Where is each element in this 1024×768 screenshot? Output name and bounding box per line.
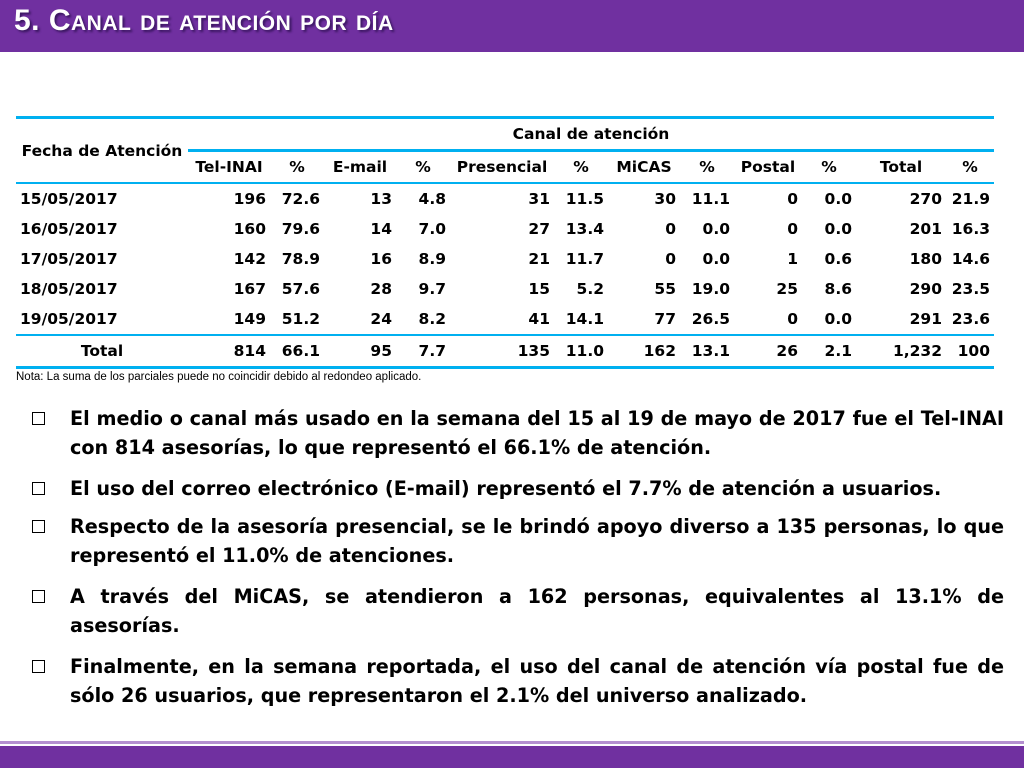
- cell: 25: [776, 280, 798, 298]
- cell: 57.6: [281, 280, 320, 298]
- cell: 135: [450, 335, 554, 368]
- bullet-item: [30, 582, 1004, 640]
- cell: 72.6: [281, 190, 320, 208]
- cell: 8.9: [418, 250, 446, 268]
- cell: 167: [233, 280, 266, 298]
- bullet-text: Respecto de la asesoría presencial, se le brindó apoyo diverso a 135 personas, lo que representó el 11.0% de atenciones.: [70, 515, 1004, 567]
- cell: 30: [654, 190, 676, 208]
- row-date: 17/05/2017: [20, 250, 118, 268]
- cell: 21.9: [951, 190, 990, 208]
- row-date: 18/05/2017: [20, 280, 118, 298]
- cell: 196: [233, 190, 266, 208]
- footer-accent-line: [0, 741, 1024, 744]
- cell: 66.1: [270, 335, 324, 368]
- col-header: Presencial: [450, 151, 554, 184]
- cell: 8.2: [396, 304, 450, 335]
- checkbox-bullet-icon: [32, 660, 45, 673]
- col-header: E-mail: [324, 151, 396, 184]
- col-header: %: [680, 151, 734, 184]
- cell: 13.1: [680, 335, 734, 368]
- cell: 142: [233, 250, 266, 268]
- cell: 290: [909, 280, 942, 298]
- cell: 149: [188, 304, 270, 335]
- cell: 201: [909, 220, 942, 238]
- cell: 23.6: [946, 304, 994, 335]
- bullet-item: [30, 652, 1004, 710]
- col-header: %: [554, 151, 608, 184]
- col-header: Postal: [734, 151, 802, 184]
- cell: 14: [370, 220, 392, 238]
- cell: 1,232: [856, 335, 946, 368]
- checkbox-bullet-icon: [32, 590, 45, 603]
- cell: 31: [528, 190, 550, 208]
- cell: 77: [608, 304, 680, 335]
- bullet-list: [30, 404, 1004, 722]
- bullet-item: [30, 512, 1004, 570]
- cell: 19.0: [691, 280, 730, 298]
- cell: 15: [528, 280, 550, 298]
- total-label: Total: [16, 335, 188, 368]
- bullet-item: [30, 404, 1004, 462]
- table-note: Nota: La suma de los parciales puede no coincidir debido al redondeo aplicado.: [16, 371, 422, 383]
- col-header: %: [802, 151, 856, 184]
- cell: 0: [665, 220, 676, 238]
- cell: 13: [370, 190, 392, 208]
- cell: 11.0: [554, 335, 608, 368]
- table-row: [16, 244, 994, 274]
- cell: 0: [734, 304, 802, 335]
- cell: 291: [856, 304, 946, 335]
- cell: 27: [528, 220, 550, 238]
- cell: 100: [946, 335, 994, 368]
- cell: 7.0: [418, 220, 446, 238]
- cell: 0: [665, 250, 676, 268]
- cell: 162: [608, 335, 680, 368]
- cell: 11.1: [691, 190, 730, 208]
- row-header-date: Fecha de Atención: [16, 118, 188, 184]
- col-header: Total: [856, 151, 946, 184]
- table-row: [16, 274, 994, 304]
- cell: 14.6: [951, 250, 990, 268]
- col-header: %: [396, 151, 450, 184]
- cell: 0.0: [802, 304, 856, 335]
- cell: 0: [787, 220, 798, 238]
- bullet-text: El medio o canal más usado en la semana del 15 al 19 de mayo de 2017 fue el Tel-INAI con 814 asesorías, lo que representó el 66.1% de atención.: [70, 407, 1004, 459]
- col-header: %: [946, 151, 994, 184]
- bullet-text: El uso del correo electrónico (E-mail) representó el 7.7% de atención a usuarios.: [70, 477, 942, 500]
- cell: 0.6: [824, 250, 852, 268]
- checkbox-bullet-icon: [32, 412, 45, 425]
- cell: 41: [450, 304, 554, 335]
- cell: 7.7: [396, 335, 450, 368]
- cell: 26: [734, 335, 802, 368]
- cell: 14.1: [554, 304, 608, 335]
- checkbox-bullet-icon: [32, 520, 45, 533]
- cell: 5.2: [576, 280, 604, 298]
- cell: 270: [909, 190, 942, 208]
- bullet-text: Finalmente, en la semana reportada, el uso del canal de atención vía postal fue de sólo 26 usuarios, que representaron el 2.1% del universo analizado.: [70, 655, 1004, 707]
- cell: 16: [370, 250, 392, 268]
- row-date: 15/05/2017: [20, 190, 118, 208]
- cell: 16.3: [951, 220, 990, 238]
- cell: 95: [324, 335, 396, 368]
- table-row: [16, 183, 994, 214]
- cell: 0.0: [824, 190, 852, 208]
- cell: 55: [654, 280, 676, 298]
- col-header: %: [270, 151, 324, 184]
- total-row: [16, 335, 994, 368]
- bullet-item: [30, 474, 1004, 503]
- title-bar: [0, 0, 1024, 52]
- cell: 814: [188, 335, 270, 368]
- cell: 26.5: [680, 304, 734, 335]
- row-date: 19/05/2017: [16, 304, 188, 335]
- row-date: 16/05/2017: [20, 220, 118, 238]
- cell: 160: [233, 220, 266, 238]
- cell: 4.8: [418, 190, 446, 208]
- cell: 0.0: [824, 220, 852, 238]
- table-row: [16, 304, 994, 335]
- cell: 23.5: [951, 280, 990, 298]
- table-row: [16, 214, 994, 244]
- cell: 11.7: [565, 250, 604, 268]
- cell: 1: [787, 250, 798, 268]
- col-header: MiCAS: [608, 151, 680, 184]
- cell: 78.9: [281, 250, 320, 268]
- cell: 2.1: [802, 335, 856, 368]
- cell: 0.0: [702, 220, 730, 238]
- cell: 9.7: [418, 280, 446, 298]
- checkbox-bullet-icon: [32, 482, 45, 495]
- cell: 0.0: [702, 250, 730, 268]
- cell: 13.4: [565, 220, 604, 238]
- group-header-channel: Canal de atención: [188, 118, 994, 151]
- cell: 11.5: [565, 190, 604, 208]
- cell: 24: [324, 304, 396, 335]
- cell: 51.2: [270, 304, 324, 335]
- bullet-text: A través del MiCAS, se atendieron a 162 personas, equivalentes al 13.1% de asesorías.: [70, 585, 1004, 637]
- channel-table: [16, 116, 994, 369]
- cell: 8.6: [824, 280, 852, 298]
- cell: 79.6: [281, 220, 320, 238]
- cell: 0: [787, 190, 798, 208]
- cell: 21: [528, 250, 550, 268]
- cell: 180: [909, 250, 942, 268]
- footer-bar: [0, 746, 1024, 768]
- cell: 28: [370, 280, 392, 298]
- slide-title: 5. Canal de atención por día: [14, 4, 394, 37]
- col-header: Tel-INAI: [188, 151, 270, 184]
